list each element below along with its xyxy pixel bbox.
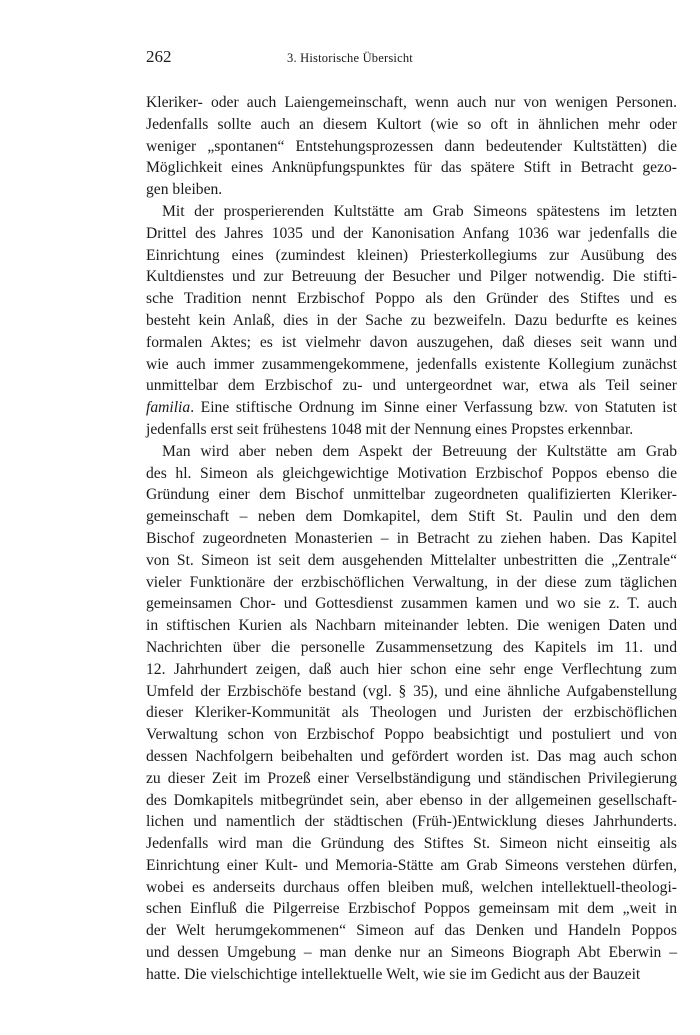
text-line	[146, 637, 677, 659]
line-text: und dessen Umgebung – man denke nur an Simeons Biograph Abt Eberwin –	[146, 944, 677, 962]
text-line	[146, 942, 677, 964]
line-text: der Welt herumgekommenen“ Simeon auf das Denken und Handeln Poppos	[146, 922, 677, 940]
line-text: Verwaltung schon von Erzbischof Poppo beabsichtigt und postuliert und von	[146, 726, 677, 744]
text-line	[146, 463, 677, 485]
line-text: wie auch immer zusammengekommene, jedenfalls existente Kollegium zunächst	[146, 355, 677, 373]
text-line	[146, 528, 677, 550]
text-line	[146, 157, 677, 179]
line-text: gemeinsamen Chor- und Gottesdienst zusammen kamen und wo sie z. T. auch	[146, 595, 677, 613]
text-line	[146, 375, 677, 397]
text-line	[146, 768, 677, 790]
line-text: Jedenfalls sollte auch an diesem Kultort (wie so oft in ähnlichen mehr oder	[146, 115, 677, 133]
text-line	[146, 659, 677, 681]
text-line	[146, 419, 677, 441]
line-text: Jedenfalls wird man die Gründung des Stiftes St. Simeon nicht einseitig als	[146, 835, 677, 853]
text-line	[146, 920, 677, 942]
text-line	[146, 310, 677, 332]
line-text: Drittel des Jahres 1035 und der Kanonisation Anfang 1036 war jedenfalls die	[146, 224, 677, 242]
text-line	[146, 397, 677, 419]
text-line	[146, 964, 677, 986]
line-text: unmittelbar dem Erzbischof zu- und untergeordnet war, etwa als Teil seiner	[146, 377, 677, 395]
text-line	[146, 506, 677, 528]
text-line	[146, 92, 677, 114]
line-text: sche Tradition nennt Erzbischof Poppo als den Gründer des Stiftes und es	[146, 290, 677, 308]
text-line	[146, 724, 677, 746]
line-text: Kultdienstes und zur Betreuung der Besucher und Pilger notwendig. Die stifti-	[146, 268, 677, 286]
line-text: dieser Kleriker-Kommunität als Theologen und Juristen der erzbischöflichen	[146, 704, 677, 722]
text-line	[146, 201, 677, 223]
line-text: Mit der prosperierenden Kultstätte am Grab Simeons spätestens im letzten	[162, 202, 677, 220]
line-text: lichen und namentlich der städtischen (Früh-)Entwicklung dieses Jahrhunderts.	[146, 813, 677, 831]
text-line	[146, 615, 677, 637]
line-text: Umfeld der Erzbischöfe bestand (vgl. § 35), und eine ähnliche Aufgabenstellung	[146, 682, 677, 700]
body-text	[146, 92, 677, 986]
text-line	[146, 114, 677, 136]
line-text: Einrichtung eines (zumindest kleinen) Priesterkollegiums zur Ausübung des	[146, 246, 677, 264]
text-line	[146, 855, 677, 877]
line-text: des Domkapitels mitbegründet sein, aber ebenso in der allgemeinen gesellschaft-	[146, 791, 677, 809]
text-line	[146, 833, 677, 855]
text-line	[146, 441, 677, 463]
line-text: des hl. Simeon als gleichgewichtige Motivation Erzbischof Poppos ebenso die	[146, 464, 677, 482]
line-text: Kleriker- oder auch Laiengemeinschaft, wenn auch nur von wenigen Personen.	[146, 94, 677, 111]
line-text: gen bleiben.	[146, 181, 223, 199]
line-text: zu dieser Zeit im Prozeß einer Verselbständigung und ständischen Privilegierung	[146, 769, 677, 787]
page-number: 262	[146, 47, 172, 66]
text-line	[146, 550, 677, 572]
line-text: Gründung einer dem Bischof unmittelbar zugeordneten qualifizierten Kleriker-	[146, 486, 677, 504]
text-line	[146, 572, 677, 594]
line-text: Einrichtung einer Kult- und Memoria-Stätte am Grab Simeons verstehen dürfen,	[146, 856, 677, 874]
line-text: 12. Jahrhundert zeigen, daß auch hier schon eine sehr enge Verflechtung zum	[146, 660, 677, 678]
text-line	[146, 354, 677, 376]
text-line	[146, 811, 677, 833]
text-line	[146, 790, 677, 812]
line-text: Bischof zugeordneten Monasterien – in Betracht zu ziehen haben. Das Kapitel	[146, 529, 677, 547]
line-text: besteht kein Anlaß, dies in der Sache zu bezweifeln. Dazu bedurfte es keines	[146, 311, 677, 329]
line-text: . Eine stiftische Ordnung im Sinne einer Verfassung bzw. von Statuten ist	[190, 399, 677, 417]
text-line	[146, 332, 677, 354]
line-text: vieler Funktionäre der erzbischöflichen Verwaltung, in der diese zum täglichen	[146, 573, 677, 591]
text-line	[146, 179, 677, 201]
text-line	[146, 223, 677, 245]
italic-term: familia	[146, 399, 191, 417]
line-text: schen Einfluß die Pilgerreise Erzbischof Poppos gemeinsam mit dem „weit in	[146, 900, 677, 918]
line-text: weniger „spontanen“ Entstehungsprozessen dann bedeutender Kultstätten) die	[146, 137, 677, 155]
line-text: hatte. Die vielschichtige intellektuelle Welt, wie sie im Gedicht aus der Bauzeit	[146, 965, 641, 983]
text-line	[146, 288, 677, 310]
line-text: gemeinschaft – neben dem Domkapitel, dem Stift St. Paulin und den dem	[146, 508, 677, 526]
line-text: Man wird aber neben dem Aspekt der Betreuung der Kultstätte am Grab	[162, 442, 677, 460]
text-line	[146, 136, 677, 158]
text-line	[146, 245, 677, 267]
line-text: jedenfalls erst seit frühestens 1048 mit der Nennung eines Propstes erkennbar.	[146, 420, 634, 438]
text-line	[146, 877, 677, 899]
line-text: formalen Aktes; es ist vielmehr davon auszugehen, daß dieses seit wann und	[146, 333, 677, 351]
line-text: in stiftischen Kurien als Nachbarn miteinander lebten. Die wenigen Daten und	[146, 617, 677, 635]
line-text: wobei es anderseits durchaus offen bleiben muß, welchen intellektuell-theologi-	[146, 878, 677, 896]
line-text: von St. Simeon ist seit dem ausgehenden Mittelalter unbestritten die „Zentrale“	[146, 551, 677, 569]
line-text: Möglichkeit eines Anknüpfungspunktes für das spätere Stift in Betracht gezo-	[146, 159, 677, 177]
text-line	[146, 484, 677, 506]
running-head: 3. Historische Übersicht	[287, 51, 413, 65]
text-line	[146, 266, 677, 288]
text-line	[146, 593, 677, 615]
line-text: Nachrichten über die personelle Zusammensetzung des Kapitels im 11. und	[146, 638, 677, 656]
text-line	[146, 681, 677, 703]
text-line	[146, 898, 677, 920]
line-text: dessen Nachfolgern beibehalten und gefördert worden ist. Das mag auch schon	[146, 747, 677, 765]
text-line	[146, 702, 677, 724]
text-line	[146, 746, 677, 768]
